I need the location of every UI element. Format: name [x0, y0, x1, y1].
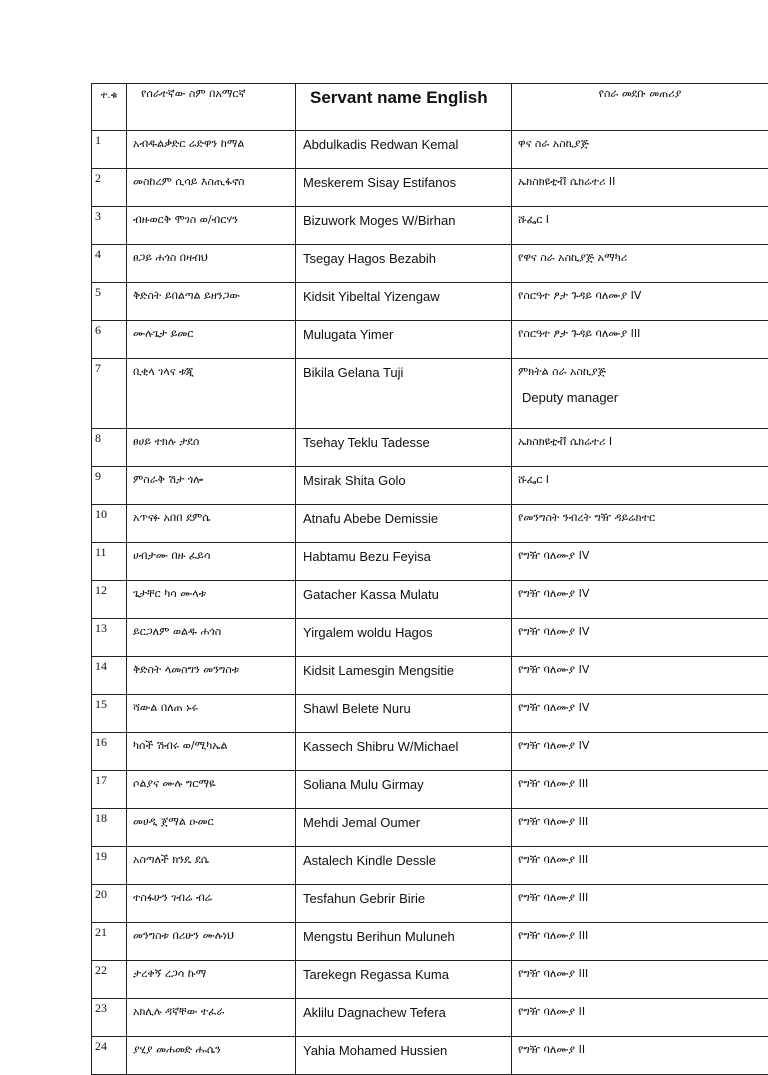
name-english: Aklilu Dagnachew Tefera: [296, 999, 512, 1037]
position-amharic: ሹፌር I: [518, 213, 549, 226]
row-number: 23: [92, 999, 127, 1037]
position-amharic: የመንግስት ንብረት ግዥ ዳይሬክተር: [518, 511, 655, 524]
row-number: 2: [92, 169, 127, 207]
position-title: [512, 923, 768, 961]
position-amharic: የግዥ ባለሙያ II: [518, 1005, 585, 1018]
name-amharic: አጥናፉ አበበ ደምሴ: [127, 505, 296, 543]
table-row: [92, 207, 768, 245]
table-row: [92, 885, 768, 923]
position-amharic: የግዥ ባለሙያ IV: [518, 663, 589, 676]
table-row: [92, 359, 768, 429]
header-position: የስራ መደቡ መጠሪያ: [512, 84, 768, 131]
name-amharic: መስከረም ሲሳይ እስጢፋኖስ: [127, 169, 296, 207]
table-row: [92, 961, 768, 999]
row-number: 14: [92, 657, 127, 695]
table-row: [92, 733, 768, 771]
name-english: Gatacher Kassa Mulatu: [296, 581, 512, 619]
name-amharic: ተስፋሁን ገብሬ ብሬ: [127, 885, 296, 923]
row-number: 3: [92, 207, 127, 245]
table-header-row: [92, 84, 768, 131]
position-amharic: ሹፌር I: [518, 473, 549, 486]
table-row: [92, 847, 768, 885]
position-title: [512, 733, 768, 771]
position-title: [512, 359, 768, 429]
row-number: 11: [92, 543, 127, 581]
position-english: Deputy manager: [522, 390, 768, 405]
row-number: 12: [92, 581, 127, 619]
position-amharic: የግዥ ባለሙያ III: [518, 777, 588, 790]
name-amharic: ሻውል በለጠ ኑሩ: [127, 695, 296, 733]
name-english: Kidsit Lamesgin Mengsitie: [296, 657, 512, 695]
position-amharic: የግዥ ባለሙያ III: [518, 891, 588, 904]
name-amharic: ሙሉጌታ ይመር: [127, 321, 296, 359]
name-amharic: አብዱልቃድር ሬድዋን ከማል: [127, 131, 296, 169]
row-number: 13: [92, 619, 127, 657]
table-row: [92, 505, 768, 543]
row-number: 22: [92, 961, 127, 999]
row-number: 9: [92, 467, 127, 505]
row-number: 10: [92, 505, 127, 543]
name-english: Tsehay Teklu Tadesse: [296, 429, 512, 467]
name-english: Tesfahun Gebrir Birie: [296, 885, 512, 923]
position-amharic: የስርዓተ ፆታ ጉዳይ ባለሙያ IV: [518, 289, 641, 302]
staff-table: [91, 83, 768, 1075]
name-english: Mulugata Yimer: [296, 321, 512, 359]
table-row: [92, 467, 768, 505]
position-title: [512, 657, 768, 695]
position-title: [512, 961, 768, 999]
position-title: [512, 283, 768, 321]
name-english: Mehdi Jemal Oumer: [296, 809, 512, 847]
position-amharic: የግዥ ባለሙያ IV: [518, 625, 589, 638]
position-title: [512, 619, 768, 657]
row-number: 7: [92, 359, 127, 429]
name-english: Habtamu Bezu Feyisa: [296, 543, 512, 581]
row-number: 19: [92, 847, 127, 885]
name-english: Bizuwork Moges W/Birhan: [296, 207, 512, 245]
row-number: 15: [92, 695, 127, 733]
row-number: 6: [92, 321, 127, 359]
position-amharic: ዋና ስራ አስኪያጅ: [518, 137, 589, 150]
name-amharic: ጌታቸር ካሳ ሙላቱ: [127, 581, 296, 619]
name-amharic: ፀሀይ ተክሉ ታደሰ: [127, 429, 296, 467]
position-title: [512, 581, 768, 619]
name-english: Shawl Belete Nuru: [296, 695, 512, 733]
header-name-english: Servant name English: [296, 84, 512, 131]
name-english: Mengstu Berihun Muluneh: [296, 923, 512, 961]
name-amharic: ቅድስት ላመስግን መንግስቱ: [127, 657, 296, 695]
position-title: [512, 809, 768, 847]
position-title: [512, 169, 768, 207]
table-row: [92, 771, 768, 809]
name-english: Tsegay Hagos Bezabih: [296, 245, 512, 283]
name-english: Tarekegn Regassa Kuma: [296, 961, 512, 999]
position-title: [512, 321, 768, 359]
position-title: [512, 1037, 768, 1075]
name-amharic: መንግስቱ በሪሁን ሙሉነህ: [127, 923, 296, 961]
table-row: [92, 283, 768, 321]
row-number: 4: [92, 245, 127, 283]
name-amharic: ብዙወርቅ ሞገስ ወ/ብርሃን: [127, 207, 296, 245]
name-amharic: መሀዲ ጀማል ዑመር: [127, 809, 296, 847]
position-title: [512, 885, 768, 923]
row-number: 24: [92, 1037, 127, 1075]
position-title: [512, 543, 768, 581]
name-english: Kassech Shibru W/Michael: [296, 733, 512, 771]
header-number: ተ.ቁ: [92, 84, 127, 131]
name-amharic: ቢቂላ ገላና ቱጂ: [127, 359, 296, 429]
row-number: 8: [92, 429, 127, 467]
table-row: [92, 169, 768, 207]
name-amharic: ያሂያ መሐመድ ሑሴን: [127, 1037, 296, 1075]
position-title: [512, 695, 768, 733]
position-amharic: የግዥ ባለሙያ III: [518, 815, 588, 828]
name-amharic: አስጣለች ክንዴ ደሴ: [127, 847, 296, 885]
table-row: [92, 245, 768, 283]
name-amharic: ታረቀኝ ረጋሳ ኩማ: [127, 961, 296, 999]
row-number: 17: [92, 771, 127, 809]
position-amharic: የግዥ ባለሙያ III: [518, 853, 588, 866]
name-english: Abdulkadis Redwan Kemal: [296, 131, 512, 169]
row-number: 1: [92, 131, 127, 169]
name-english: Soliana Mulu Girmay: [296, 771, 512, 809]
table-row: [92, 657, 768, 695]
position-amharic: የግዥ ባለሙያ III: [518, 929, 588, 942]
name-english: Bikila Gelana Tuji: [296, 359, 512, 429]
table-row: [92, 429, 768, 467]
name-amharic: ቅድስት ይበልጣል ይዘንጋው: [127, 283, 296, 321]
position-amharic: የግዥ ባለሙያ III: [518, 967, 588, 980]
position-amharic: የዋና ስራ አስኪያጅ አማካሪ: [518, 251, 627, 264]
position-amharic: የግዥ ባለሙያ IV: [518, 701, 589, 714]
name-english: Msirak Shita Golo: [296, 467, 512, 505]
row-number: 18: [92, 809, 127, 847]
name-english: Yirgalem woldu Hagos: [296, 619, 512, 657]
name-amharic: ሀብታሙ በዙ ፈይሳ: [127, 543, 296, 581]
position-title: [512, 131, 768, 169]
position-amharic: ኤክስክዩቲቭ ሴክሬተሪ II: [518, 175, 615, 188]
position-amharic: የግዥ ባለሙያ IV: [518, 549, 589, 562]
position-title: [512, 847, 768, 885]
name-english: Yahia Mohamed Hussien: [296, 1037, 512, 1075]
name-amharic: ፀጋይ ሐጎስ በዛብህ: [127, 245, 296, 283]
position-title: [512, 245, 768, 283]
row-number: 16: [92, 733, 127, 771]
header-name-amharic: የሰራተኛው ስም በአማርኛ: [127, 84, 296, 131]
name-amharic: አክሊሉ ዳኛቸው ተፈራ: [127, 999, 296, 1037]
name-amharic: ይርጋለም ወልዱ ሐጎስ: [127, 619, 296, 657]
table-row: [92, 695, 768, 733]
row-number: 20: [92, 885, 127, 923]
position-amharic: ምክትል ስራ አስኪያጅ: [518, 365, 606, 378]
row-number: 5: [92, 283, 127, 321]
name-amharic: ምስራቅ ሽታ ጎሎ: [127, 467, 296, 505]
position-title: [512, 207, 768, 245]
row-number: 21: [92, 923, 127, 961]
table-row: [92, 619, 768, 657]
position-amharic: ኤክስክዩቲቭ ሴክሬተሪ I: [518, 435, 612, 448]
position-amharic: የስርዓተ ፆታ ጉዳይ ባለሙያ III: [518, 327, 640, 340]
table-row: [92, 809, 768, 847]
name-english: Atnafu Abebe Demissie: [296, 505, 512, 543]
position-title: [512, 467, 768, 505]
table-row: [92, 321, 768, 359]
name-english: Meskerem Sisay Estifanos: [296, 169, 512, 207]
table-row: [92, 543, 768, 581]
table-row: [92, 1037, 768, 1075]
table-row: [92, 131, 768, 169]
position-title: [512, 999, 768, 1037]
table-row: [92, 999, 768, 1037]
position-amharic: የግዥ ባለሙያ IV: [518, 587, 589, 600]
table-row: [92, 923, 768, 961]
position-title: [512, 429, 768, 467]
name-amharic: ካሰች ሽብሩ ወ/ሚካኤል: [127, 733, 296, 771]
name-english: Kidsit Yibeltal Yizengaw: [296, 283, 512, 321]
position-amharic: የግዥ ባለሙያ II: [518, 1043, 585, 1056]
name-amharic: ሶልያና ሙሉ ግርማዬ: [127, 771, 296, 809]
position-title: [512, 505, 768, 543]
name-english: Astalech Kindle Dessle: [296, 847, 512, 885]
position-title: [512, 771, 768, 809]
table-row: [92, 581, 768, 619]
position-amharic: የግዥ ባለሙያ IV: [518, 739, 589, 752]
